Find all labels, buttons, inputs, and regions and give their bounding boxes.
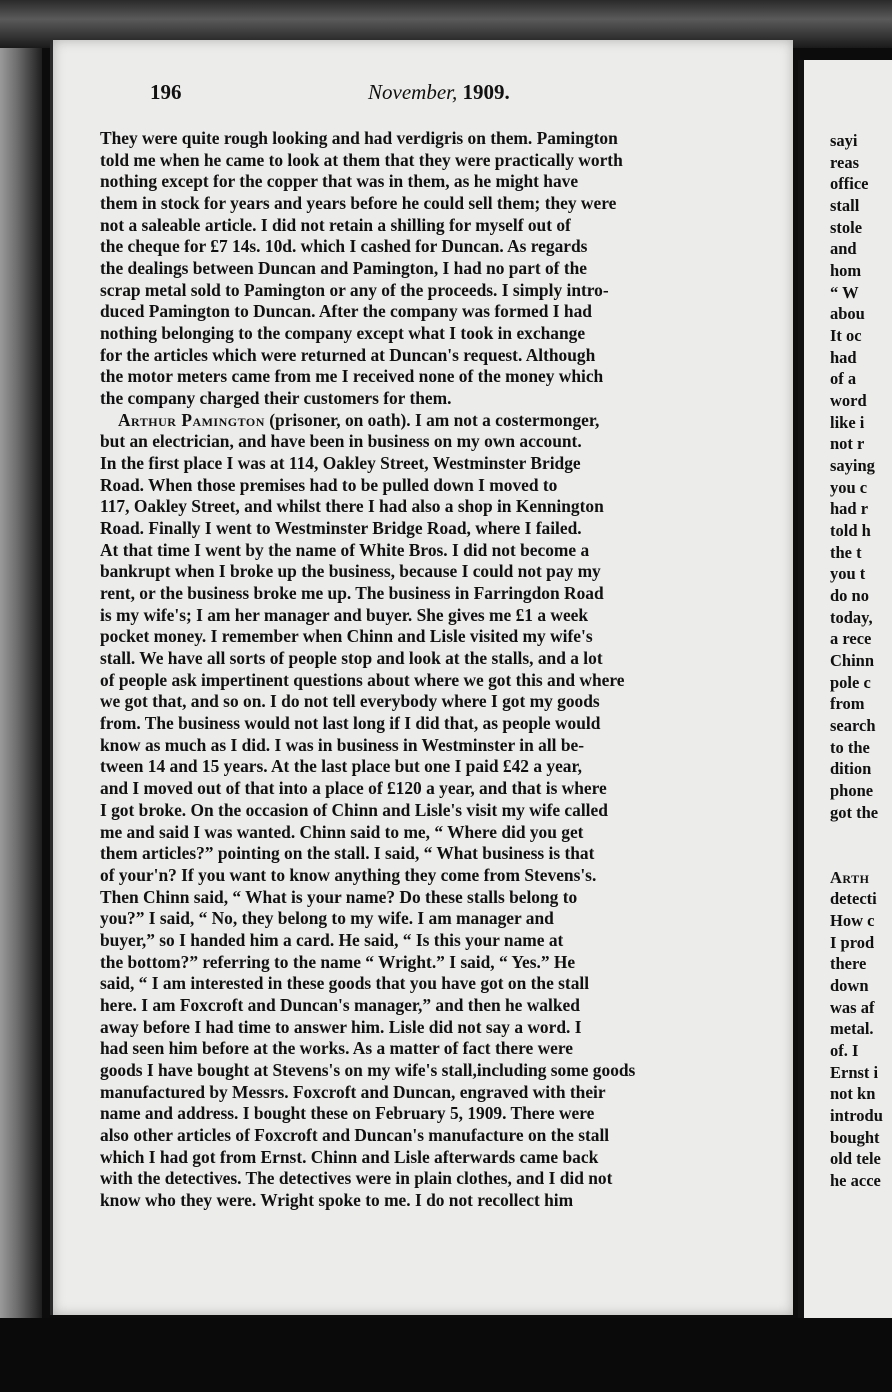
text-line: them in stock for years and years before he could sell them; they were	[100, 193, 617, 214]
text-line: Then Chinn said, “ What is your name? Do these stalls belong to	[100, 886, 578, 907]
text-line: not a saleable article. I did not retain a shilling for myself out of	[100, 214, 571, 235]
facing-page-line: do no	[830, 586, 869, 606]
facing-page-line: a rece	[830, 629, 872, 649]
facing-page-line: introdu	[830, 1105, 883, 1125]
facing-page-line: not kn	[830, 1084, 876, 1104]
facing-page-line: office	[830, 174, 869, 194]
facing-page-line: Arth	[830, 867, 870, 887]
text-line: know as much as I did. I was in business in Westminster in all be-	[100, 734, 585, 755]
facing-page-line: today,	[830, 607, 873, 627]
text-line: the company charged their customers for them.	[100, 388, 452, 409]
text-line: name and address. I bought these on February 5, 1909. There were	[100, 1103, 595, 1124]
facing-page-line: It oc	[830, 326, 862, 346]
text-line-content: (prisoner, on oath). I am not a costermonger,	[264, 409, 600, 430]
text-line: Road. When those premises had to be pulled down I moved to	[100, 474, 558, 495]
text-line: me and said I was wanted. Chinn said to me, “ Where did you get	[100, 821, 584, 842]
text-line: nothing except for the copper that was in them, as he might have	[100, 171, 579, 192]
text-line: the dealings between Duncan and Pamington, I had no part of the	[100, 258, 587, 279]
facing-page-line: of. I	[830, 1040, 859, 1060]
text-line: which I had got from Ernst. Chinn and Lisle afterwards came back	[100, 1146, 599, 1167]
text-line: know who they were. Wright spoke to me. I do not recollect him	[100, 1189, 574, 1210]
text-line: said, “ I am interested in these goods that you have got on the stall	[100, 973, 590, 994]
page-header	[100, 80, 760, 114]
facing-page-gap	[830, 824, 892, 867]
facing-page-line: you c	[830, 477, 868, 497]
facing-page-line: was af	[830, 997, 875, 1017]
text-line: rent, or the business broke me up. The business in Farringdon Road	[100, 583, 604, 604]
text-line: the bottom?” referring to the name “ Wright.” I said, “ Yes.” He	[100, 951, 576, 972]
facing-page-line: saying	[830, 456, 875, 476]
text-line: manufactured by Messrs. Foxcroft and Duncan, engraved with their	[100, 1081, 606, 1102]
text-line: with the detectives. The detectives were in plain clothes, and I did not	[100, 1168, 613, 1189]
facing-page-line: search	[830, 716, 876, 736]
facing-page-line: old tele	[830, 1149, 881, 1169]
scanner-bottom-margin	[0, 1318, 892, 1392]
text-line: the cheque for £7 14s. 10d. which I cashed for Duncan. As regards	[100, 236, 588, 257]
text-line: the motor meters came from me I received none of the money which	[100, 366, 604, 387]
facing-page-line: How c	[830, 910, 875, 930]
facing-page-line: dition	[830, 759, 872, 779]
text-line	[100, 410, 740, 432]
facing-page-line: from	[830, 694, 865, 714]
text-line: I got broke. On the occasion of Chinn and Lisle's visit my wife called	[100, 799, 608, 820]
text-line: of people ask impertinent questions about where we got this and where	[100, 669, 625, 690]
facing-page-line: not r	[830, 434, 865, 454]
facing-page-line: hom	[830, 261, 862, 281]
facing-page-line: like i	[830, 412, 865, 432]
running-head-month: November,	[368, 80, 458, 104]
text-line: we got that, and so on. I do not tell everybody where I got my goods	[100, 691, 600, 712]
text-line: buyer,” so I handed him a card. He said, “ Is this your name at	[100, 929, 564, 950]
facing-page-line: stall	[830, 196, 860, 216]
facing-page-line: sayi	[830, 131, 858, 150]
facing-page-line: “ W	[830, 282, 859, 302]
text-line: them articles?” pointing on the stall. I said, “ What business is that	[100, 843, 595, 864]
facing-page-line: of a	[830, 369, 857, 389]
page-number: 196	[150, 80, 182, 104]
facing-page-line: had r	[830, 499, 869, 519]
text-line: from. The business would not last long if I did that, as people would	[100, 713, 601, 734]
page-body-text	[100, 128, 740, 1212]
text-line: Road. Finally I went to Westminster Bridge Road, where I failed.	[100, 518, 582, 539]
facing-page-line: stole	[830, 217, 863, 237]
facing-page-line: Chinn	[830, 651, 875, 671]
text-line: you?” I said, “ No, they belong to my wife. I am manager and	[100, 908, 554, 929]
text-line: away before I had time to answer him. Lisle did not say a word. I	[100, 1016, 582, 1037]
facing-page-line: detecti	[830, 889, 877, 909]
facing-page-line: got the	[830, 802, 879, 822]
facing-page-line: pole c	[830, 672, 871, 692]
facing-page-line: down	[830, 975, 869, 995]
facing-page-line: to the	[830, 737, 870, 757]
facing-page-line: metal.	[830, 1019, 874, 1039]
scanner-left-margin	[0, 0, 42, 1392]
text-line: for the articles which were returned at Duncan's request. Although	[100, 344, 596, 365]
facing-page-line: phone	[830, 781, 874, 801]
text-line: scrap metal sold to Pamington or any of the proceeds. I simply intro-	[100, 279, 609, 300]
facing-page-line: I prod	[830, 932, 875, 952]
text-line: also other articles of Foxcroft and Duncan's manufacture on the stall	[100, 1124, 610, 1145]
text-line: duced Pamington to Duncan. After the company was formed I had	[100, 301, 592, 322]
facing-page-line: you t	[830, 564, 866, 584]
facing-page-line: had	[830, 347, 857, 367]
facing-page-line: told h	[830, 521, 871, 541]
facing-page-line: bought	[830, 1127, 880, 1147]
text-line: had seen him before at the works. As a matter of fact there were	[100, 1038, 573, 1059]
text-line: of your'n? If you want to know anything they come from Stevens's.	[100, 864, 597, 885]
text-line: 117, Oakley Street, and whilst there I had also a shop in Kennington	[100, 496, 604, 517]
facing-page-line: Ernst i	[830, 1062, 879, 1082]
running-head	[368, 80, 510, 105]
facing-page-line: the t	[830, 542, 862, 562]
text-line: bankrupt when I broke up the business, because I could not pay my	[100, 561, 601, 582]
facing-page-line: abou	[830, 304, 865, 324]
text-line: At that time I went by the name of White Bros. I did not become a	[100, 539, 590, 560]
text-line: pocket money. I remember when Chinn and Lisle visited my wife's	[100, 626, 593, 647]
speaker-name: Arthur Pamington	[118, 409, 265, 430]
text-line: here. I am Foxcroft and Duncan's manager,” and then he walked	[100, 994, 580, 1015]
text-line: tween 14 and 15 years. At the last place but one I paid £42 a year,	[100, 756, 582, 777]
running-head-year: 1909.	[462, 80, 510, 104]
text-line: goods I have bought at Stevens's on my wife's stall,including some goods	[100, 1059, 636, 1080]
text-line: In the first place I was at 114, Oakley Street, Westminster Bridge	[100, 453, 581, 474]
facing-page-line: word	[830, 391, 867, 411]
text-line: nothing belonging to the company except what I took in exchange	[100, 323, 586, 344]
text-line: but an electrician, and have been in business on my own account.	[100, 431, 582, 452]
text-line: told me when he came to look at them that they were practically worth	[100, 149, 623, 170]
facing-page-text	[830, 130, 892, 1192]
text-line: is my wife's; I am her manager and buyer. She gives me £1 a week	[100, 604, 589, 625]
facing-page-line: and	[830, 239, 857, 259]
text-line: They were quite rough looking and had verdigris on them. Pamington	[100, 128, 618, 148]
text-line: stall. We have all sorts of people stop and look at the stalls, and a lot	[100, 648, 603, 669]
facing-page-line: reas	[830, 152, 860, 172]
text-line: and I moved out of that into a place of £120 a year, and that is where	[100, 778, 607, 799]
facing-page-line: he acce	[830, 1170, 881, 1190]
facing-page-line: there	[830, 954, 867, 974]
